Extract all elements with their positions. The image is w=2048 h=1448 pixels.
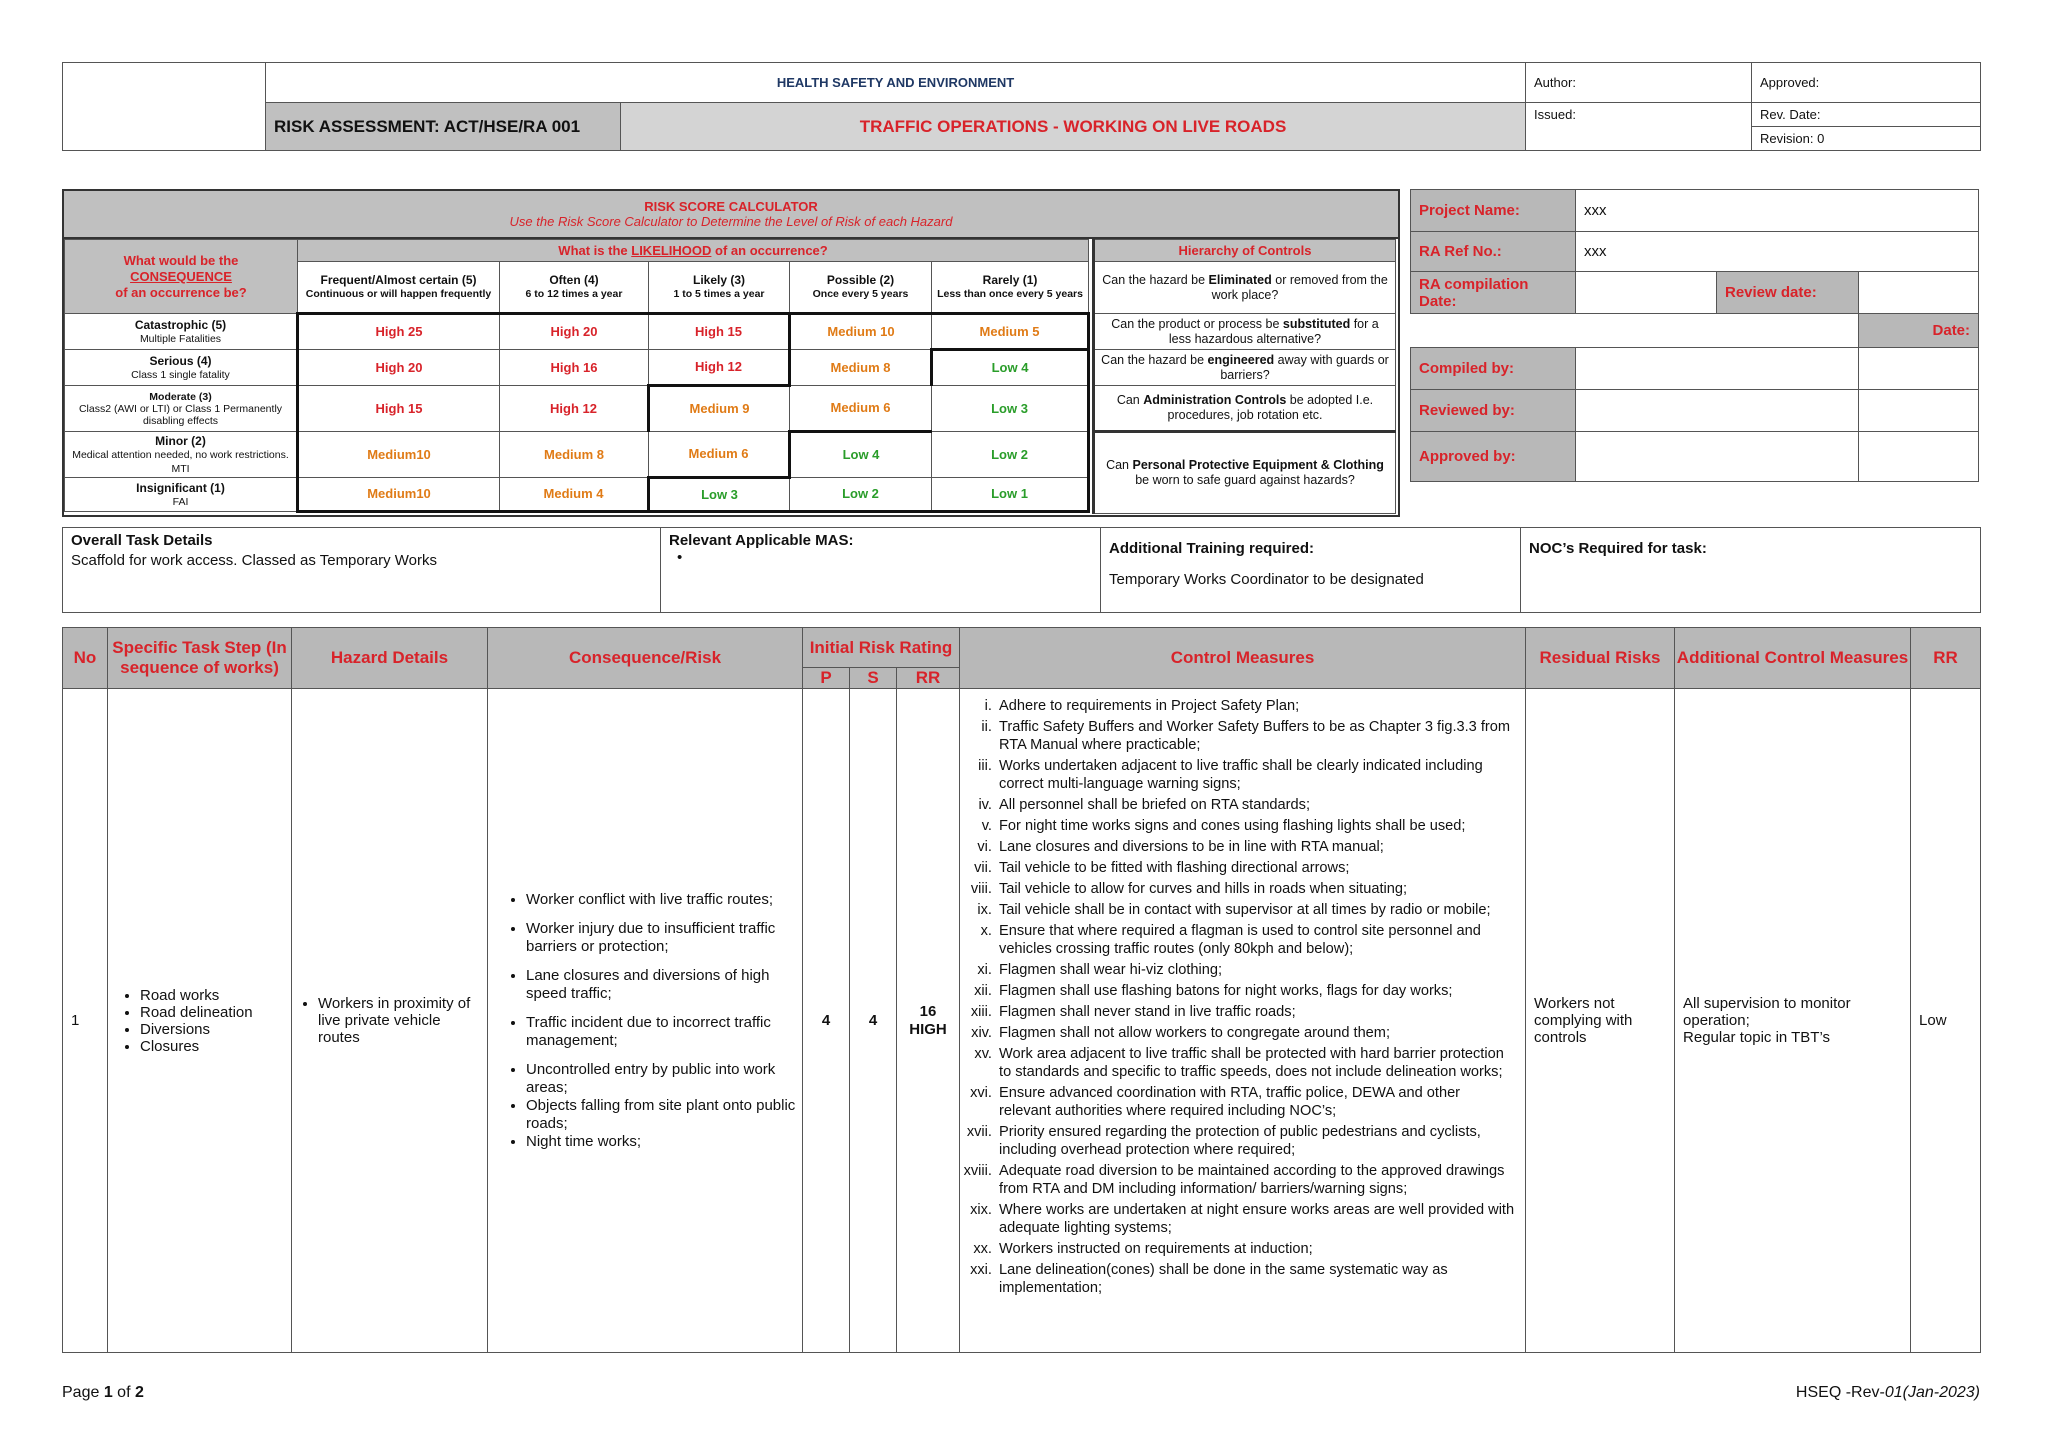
- list-item: • Road delineation: [140, 1004, 291, 1021]
- likelihood-col-possible: [790, 262, 932, 314]
- risk-cell: High 16: [500, 350, 649, 386]
- ra-compilation-value: [1576, 272, 1717, 314]
- row-sub: Class2 (AWI or LTI) or Class 1 Permanently disabling effects: [78, 402, 283, 427]
- list-item: i. Adhere to requirements in Project Safety Plan;: [996, 697, 1515, 715]
- initial-rr-value: 16: [919, 1002, 937, 1020]
- risk-cell: Low 4: [932, 350, 1089, 386]
- code-pre: HSEQ -Rev-: [1795, 1384, 1885, 1401]
- compiled-by-label: Compiled by:: [1411, 348, 1576, 390]
- risk-cell: Medium 9: [649, 386, 790, 432]
- risk-cell: Medium 8: [500, 432, 649, 478]
- list-item: • Traffic incident due to incorrect traffic management;: [526, 1014, 796, 1050]
- h-post: be adopted I.e. procedures, job rotation etc.: [1167, 393, 1374, 422]
- list-item: xi. Flagmen shall wear hi-viz clothing;: [996, 961, 1515, 979]
- code-rev: 01(Jan-2023): [1884, 1384, 1980, 1401]
- row-sub: Medical attention needed, no work restrictions. MTI: [72, 448, 289, 475]
- initial-rr-cell: [897, 689, 960, 1353]
- risk-cell: Low 1: [932, 478, 1089, 512]
- risk-cell: High 15: [298, 386, 500, 432]
- consequence-row-minor: [65, 432, 298, 478]
- h-key: Administration Controls: [1143, 393, 1287, 407]
- col-title: Often (4): [549, 273, 599, 287]
- likelihood-q-post: of an occurrence?: [711, 242, 828, 258]
- col-additional-control: Additional Control Measures: [1675, 628, 1911, 689]
- likelihood-col-frequent: [298, 262, 500, 314]
- risk-cell: Medium 4: [500, 478, 649, 512]
- consequence-list: [500, 891, 796, 1151]
- likelihood-q-pre: What is the: [558, 242, 632, 258]
- document-code: [1796, 1384, 1980, 1402]
- risk-cell: Medium 6: [790, 386, 932, 432]
- final-rr: Low: [1911, 689, 1981, 1353]
- risk-cell: High 25: [298, 314, 500, 350]
- h-pre: Can the hazard be: [1102, 272, 1209, 287]
- header-top-title: HEALTH SAFETY AND ENVIRONMENT: [266, 63, 1526, 103]
- row-title: Insignificant (1): [136, 480, 225, 495]
- overall-task-text: Scaffold for work access. Classed as Temporary Works: [71, 552, 437, 569]
- list-item: • Diversions: [140, 1021, 291, 1038]
- consequence-q-line1: What would be the: [123, 252, 239, 268]
- compiled-by-value: [1576, 348, 1859, 390]
- list-item: • Workers in proximity of live private vehicle routes: [318, 995, 481, 1046]
- risk-cell: High 15: [649, 314, 790, 350]
- document-title: TRAFFIC OPERATIONS - WORKING ON LIVE ROADS: [621, 103, 1526, 151]
- page-number: [62, 1384, 144, 1402]
- task-steps-cell: [108, 689, 292, 1353]
- initial-rr-level: HIGH: [909, 1020, 947, 1038]
- severity-value: 4: [850, 689, 897, 1353]
- row-number: 1: [63, 689, 108, 1353]
- list-item: xvii. Priority ensured regarding the protection of public pedestrians and cyclists, including overhead protection where required;: [996, 1123, 1515, 1159]
- author-field: Author:: [1526, 63, 1752, 103]
- likelihood-question: [298, 240, 1089, 262]
- mas-label: Relevant Applicable MAS:: [669, 532, 854, 549]
- review-date-label: Review date:: [1717, 272, 1859, 314]
- approved-field: Approved:: [1752, 63, 1981, 103]
- probability-value: 4: [803, 689, 850, 1353]
- h-pre: Can: [1116, 393, 1144, 407]
- col-rr: RR: [897, 668, 960, 689]
- list-item: • Lane closures and diversions of high speed traffic;: [526, 967, 796, 1003]
- hierarchy-of-controls: [1092, 239, 1396, 514]
- page-mid: of: [112, 1384, 135, 1401]
- risk-cell: Medium 8: [790, 350, 932, 386]
- list-item: • Uncontrolled entry by public into work areas;: [526, 1061, 796, 1097]
- calculator-subtitle: Use the Risk Score Calculator to Determine the Level of Risk of each Hazard: [509, 214, 953, 229]
- col-consequence: Consequence/Risk: [488, 628, 803, 689]
- list-item: xxi. Lane delineation(cones) shall be done in the same systematic way as implementation;: [996, 1261, 1515, 1297]
- list-item: xiii. Flagmen shall never stand in live traffic roads;: [996, 1003, 1515, 1021]
- h-key: engineered: [1207, 352, 1275, 367]
- col-title: Possible (2): [826, 273, 895, 287]
- project-name-label: Project Name:: [1411, 190, 1576, 232]
- overall-task-cell: [63, 528, 661, 613]
- reviewed-by-value: [1576, 390, 1859, 432]
- row-title: Catastrophic (5): [134, 317, 227, 332]
- additional-control-2: Regular topic in TBT’s: [1683, 1029, 1831, 1046]
- rev-date-field: Rev. Date:: [1752, 103, 1981, 127]
- review-date-value: [1859, 272, 1979, 314]
- risk-cell: Low 4: [790, 432, 932, 478]
- residual-risk: Workers not complying with controls: [1526, 689, 1675, 1353]
- likelihood-q-keyword: LIKELIHOOD: [631, 242, 712, 258]
- col-title: Rarely (1): [982, 273, 1038, 287]
- row-title: Moderate (3): [149, 390, 212, 403]
- col-hazard: Hazard Details: [292, 628, 488, 689]
- date-label: Date:: [1859, 314, 1979, 348]
- consequence-question: [65, 240, 298, 314]
- list-item: ii. Traffic Safety Buffers and Worker Safety Buffers to be as Chapter 3 fig.3.3 from RTA Manual where practicable;: [996, 718, 1515, 754]
- ra-ref-value: xxx: [1576, 232, 1979, 272]
- h-key: substituted: [1282, 316, 1351, 331]
- risk-assessment-table: [62, 627, 1981, 1353]
- risk-cell: High 12: [649, 350, 790, 386]
- hierarchy-administration: [1094, 386, 1396, 432]
- consequence-row-insignificant: [65, 478, 298, 512]
- hazard-cell: [292, 689, 488, 1353]
- h-post: or removed from the work place?: [1211, 272, 1388, 302]
- ra-ref-label: RA Ref No.:: [1411, 232, 1576, 272]
- list-item: xviii. Adequate road diversion to be maintained according to the approved drawings from RTA and DM including information/ barriers/warning signs;: [996, 1162, 1515, 1198]
- risk-cell: Medium 6: [649, 432, 790, 478]
- list-item: • Night time works;: [526, 1133, 796, 1151]
- col-sub: Less than once every 5 years: [937, 288, 1083, 300]
- control-measures-cell: [960, 689, 1526, 1353]
- calculator-title: RISK SCORE CALCULATOR: [644, 199, 818, 214]
- project-info: [1410, 189, 1979, 482]
- list-item: x. Ensure that where required a flagman is used to control site personnel and vehicles crossing traffic routes (only 80kph and below);: [996, 922, 1515, 958]
- consequence-row-serious: [65, 350, 298, 386]
- document-header: [62, 62, 1981, 151]
- hazard-list: [296, 995, 481, 1046]
- list-item: xiv. Flagmen shall not allow workers to congregate around them;: [996, 1024, 1515, 1042]
- h-post: away with guards or barriers?: [1220, 352, 1389, 382]
- mas-bullet: •: [677, 549, 683, 566]
- col-p: P: [803, 668, 850, 689]
- list-item: • Road works: [140, 987, 291, 1004]
- page-total: 2: [134, 1384, 144, 1401]
- risk-cell: High 12: [500, 386, 649, 432]
- col-title: Likely (3): [692, 273, 746, 287]
- additional-control-cell: [1675, 689, 1911, 1353]
- row-title: Serious (4): [149, 353, 212, 368]
- noc-label: NOC’s Required for task:: [1529, 540, 1707, 557]
- col-s: S: [850, 668, 897, 689]
- approved-by-label: Approved by:: [1411, 432, 1576, 482]
- row-sub: Multiple Fatalities: [139, 332, 222, 345]
- page-pre: Page: [62, 1384, 104, 1401]
- hierarchy-engineer: [1094, 350, 1396, 386]
- row-title: Minor (2): [155, 433, 206, 448]
- list-item: xv. Work area adjacent to live traffic shall be protected with hard barrier protection to standards and specific to traffic speeds, does not include delineation works;: [996, 1045, 1515, 1081]
- list-item: xii. Flagmen shall use flashing batons for night works, flags for day works;: [996, 982, 1515, 1000]
- hierarchy-eliminate: [1094, 262, 1396, 314]
- additional-control-1: All supervision to monitor operation;: [1683, 995, 1851, 1029]
- noc-cell: [1521, 528, 1981, 613]
- overall-task-label: Overall Task Details: [71, 532, 213, 549]
- col-task-step: Specific Task Step (In sequence of works): [108, 628, 292, 689]
- list-item: xix. Where works are undertaken at night ensure works areas are well provided with adequate lighting systems;: [996, 1201, 1515, 1237]
- hierarchy-substitute: [1094, 314, 1396, 350]
- revision-field: Revision: 0: [1752, 127, 1981, 151]
- list-item: xx. Workers instructed on requirements at induction;: [996, 1240, 1515, 1258]
- h-key: Personal Protective Equipment & Clothing: [1132, 458, 1384, 472]
- risk-cell: High 20: [500, 314, 649, 350]
- likelihood-col-rarely: [932, 262, 1089, 314]
- h-pre: Can the product or process be: [1111, 316, 1283, 331]
- consequence-row-catastrophic: [65, 314, 298, 350]
- h-post: for a less hazardous alternative?: [1168, 316, 1379, 346]
- logo-placeholder: [63, 63, 266, 151]
- consequence-row-moderate: [65, 386, 298, 432]
- list-item: xvi. Ensure advanced coordination with RTA, traffic police, DEWA and other relevant authorities where required including NOC’s;: [996, 1084, 1515, 1120]
- list-item: • Objects falling from site plant onto public roads;: [526, 1097, 796, 1133]
- list-item: v. For night time works signs and cones using flashing lights shall be used;: [996, 817, 1515, 835]
- risk-score-calculator: [62, 189, 1400, 517]
- training-cell: [1101, 528, 1521, 613]
- h-pre: Can the hazard be: [1101, 352, 1208, 367]
- col-control-measures: Control Measures: [960, 628, 1526, 689]
- spacer: [1411, 314, 1859, 348]
- risk-cell: Medium 5: [932, 314, 1089, 350]
- issued-field: Issued:: [1526, 103, 1752, 151]
- list-item: iv. All personnel shall be briefed on RTA standards;: [996, 796, 1515, 814]
- consequence-q-keyword: CONSEQUENCE: [130, 268, 232, 284]
- row-sub: FAI: [172, 495, 189, 508]
- risk-cell: Medium 10: [790, 314, 932, 350]
- likelihood-col-often: [500, 262, 649, 314]
- page-current: 1: [103, 1384, 113, 1401]
- col-sub: 1 to 5 times a year: [673, 288, 765, 300]
- risk-cell: Medium10: [298, 432, 500, 478]
- task-steps-list: [114, 987, 291, 1055]
- risk-cell: Low 3: [649, 478, 790, 512]
- h-pre: Can: [1106, 458, 1133, 472]
- consequence-cell: [488, 689, 803, 1353]
- h-key: Eliminated: [1208, 272, 1272, 287]
- list-item: vii. Tail vehicle to be fitted with flashing directional arrows;: [996, 859, 1515, 877]
- risk-cell: High 20: [298, 350, 500, 386]
- hierarchy-ppe: [1094, 432, 1396, 514]
- approved-by-value: [1576, 432, 1859, 482]
- compiled-by-date: [1859, 348, 1979, 390]
- project-name-value: xxx: [1576, 190, 1979, 232]
- consequence-q-line3: of an occurrence be?: [115, 284, 247, 300]
- col-sub: 6 to 12 times a year: [525, 288, 623, 300]
- list-item: vi. Lane closures and diversions to be in line with RTA manual;: [996, 838, 1515, 856]
- task-details: [62, 527, 1981, 613]
- h-post: be worn to safe guard against hazards?: [1135, 473, 1355, 487]
- risk-cell: Low 3: [932, 386, 1089, 432]
- calculator-title-bar: [64, 191, 1398, 239]
- col-title: Frequent/Almost certain (5): [320, 273, 477, 287]
- col-no: No: [63, 628, 108, 689]
- list-item: • Worker conflict with live traffic routes;: [526, 891, 796, 909]
- risk-cell: Medium10: [298, 478, 500, 512]
- ra-number: RISK ASSESSMENT: ACT/HSE/RA 001: [266, 103, 621, 151]
- control-measures-list: [960, 697, 1515, 1297]
- list-item: • Closures: [140, 1038, 291, 1055]
- col-residual-risks: Residual Risks: [1526, 628, 1675, 689]
- ra-compilation-label: RA compilation Date:: [1411, 272, 1576, 314]
- list-item: ix. Tail vehicle shall be in contact with supervisor at all times by radio or mobile;: [996, 901, 1515, 919]
- hierarchy-title: Hierarchy of Controls: [1094, 240, 1396, 262]
- training-text: Temporary Works Coordinator to be designated: [1109, 571, 1424, 588]
- list-item: viii. Tail vehicle to allow for curves and hills in roads when situating;: [996, 880, 1515, 898]
- list-item: iii. Works undertaken adjacent to live traffic shall be clearly indicated including correct multi-language warning signs;: [996, 757, 1515, 793]
- list-item: • Worker injury due to insufficient traffic barriers or protection;: [526, 920, 796, 956]
- row-sub: Class 1 single fatality: [131, 368, 230, 381]
- col-initial-risk: Initial Risk Rating: [803, 628, 960, 668]
- risk-cell: Low 2: [932, 432, 1089, 478]
- likelihood-col-likely: [649, 262, 790, 314]
- col-sub: Once every 5 years: [812, 288, 909, 300]
- approved-by-date: [1859, 432, 1979, 482]
- reviewed-by-date: [1859, 390, 1979, 432]
- col-rr-final: RR: [1911, 628, 1981, 689]
- col-sub: Continuous or will happen frequently: [305, 288, 492, 300]
- training-label: Additional Training required:: [1109, 540, 1315, 557]
- risk-cell: Low 2: [790, 478, 932, 512]
- reviewed-by-label: Reviewed by:: [1411, 390, 1576, 432]
- mas-cell: [661, 528, 1101, 613]
- risk-matrix: [64, 239, 1090, 513]
